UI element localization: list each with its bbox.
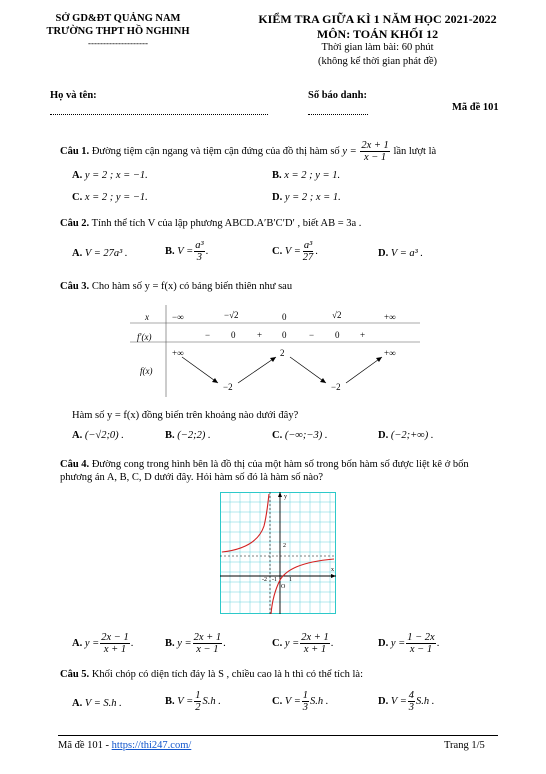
- footer-link[interactable]: https://thi247.com/: [111, 740, 192, 751]
- option-a[interactable]: A. (−√2;0) .: [72, 430, 124, 441]
- fprime-zero: 0: [231, 330, 236, 340]
- id-line: [308, 114, 368, 115]
- exam-code: Mã đề 101: [452, 102, 499, 113]
- function-graph: [220, 492, 336, 614]
- function-lhs: y =: [342, 145, 357, 157]
- option-b[interactable]: B. x = 2 ; y = 1.: [272, 170, 341, 181]
- graph-origin: O: [281, 584, 286, 590]
- option-b[interactable]: B. y = $\frac{2x + 1}{x - 1}$ .: [165, 632, 226, 656]
- graph-tick: 2: [283, 543, 286, 549]
- question-label: Câu 4.: [60, 459, 90, 470]
- fprime-sign: +: [257, 330, 263, 340]
- name-label: Họ và tên:: [50, 90, 97, 101]
- table-x-value: √2: [332, 310, 342, 320]
- f-top-value: +∞: [172, 348, 184, 358]
- fprime-zero: 0: [335, 330, 340, 340]
- question-text-after: lần lượt là: [393, 145, 437, 157]
- question-text: Cho hàm số y = f(x) có bảng biến thiên như sau: [91, 281, 293, 292]
- footer-code: Mã đề 101 -: [58, 740, 112, 751]
- option-d[interactable]: D. (−2;+∞) .: [378, 430, 434, 441]
- option-a[interactable]: A. y = 2 ; x = −1.: [72, 170, 148, 181]
- exam-duration-note: (không kể thời gian phát đề): [318, 56, 437, 67]
- option-d[interactable]: D. y = 2 ; x = 1.: [272, 192, 341, 203]
- option-b[interactable]: B. V = $\frac{1}{2}$ S.h .: [165, 690, 221, 714]
- option-d[interactable]: D. V = $\frac{4}{3}$ S.h .: [378, 690, 435, 714]
- table-x-value: +∞: [384, 312, 396, 322]
- name-line: [50, 114, 268, 115]
- question-label: Câu 5.: [60, 669, 90, 680]
- dept-name: SỞ GD&ĐT QUẢNG NAM: [55, 13, 181, 24]
- graph-tick: -2: [262, 577, 267, 583]
- option-c[interactable]: C. V = $\frac{\text{a³}}{27}$ .: [272, 240, 318, 264]
- question-text: Khối chóp có diện tích đáy là S , chiều cao là h thì có thể tích là:: [91, 669, 363, 680]
- id-label: Số báo danh:: [308, 90, 367, 101]
- option-c[interactable]: C. y = $\frac{2x + 1}{x + 1}$ .: [272, 632, 334, 656]
- graph-y-label: y: [284, 494, 287, 500]
- option-a[interactable]: A. V = S.h .: [72, 698, 122, 709]
- option-b[interactable]: B. (−2;2) .: [165, 430, 211, 441]
- option-c[interactable]: C. (−∞;−3) .: [272, 430, 328, 441]
- question-3-prompt: Hàm số y = f(x) đồng biến trên khoảng nào dưới đây?: [72, 410, 299, 421]
- option-b[interactable]: B. V = $\frac{\text{a³}}{3}$ .: [165, 240, 209, 264]
- page-number: Trang 1/5: [444, 740, 485, 751]
- f-bottom-value: −2: [331, 382, 341, 392]
- option-a[interactable]: A. y = $\frac{2x - 1}{x + 1}$ .: [72, 632, 134, 656]
- question-label: Câu 1.: [60, 145, 90, 157]
- footer-left: [58, 740, 191, 751]
- fprime-zero: 0: [282, 330, 287, 340]
- footer-rule: [58, 735, 498, 736]
- fprime-sign: +: [360, 330, 366, 340]
- question-3: [60, 281, 292, 292]
- graph-tick: 1: [289, 577, 292, 583]
- table-x-label: x: [145, 312, 149, 322]
- table-x-value: −∞: [172, 312, 184, 322]
- exam-subject: MÔN: TOÁN KHỐI 12: [316, 27, 439, 41]
- exam-title: KIỂM TRA GIỮA KÌ 1 NĂM HỌC 2021-2022: [258, 12, 497, 26]
- option-c[interactable]: C. V = $\frac{1}{3}$ S.h .: [272, 690, 329, 714]
- graph-tick: -1: [272, 577, 277, 583]
- f-top-value: +∞: [384, 348, 396, 358]
- f-bottom-value: −2: [223, 382, 233, 392]
- table-fprime-label: f′(x): [137, 332, 152, 342]
- question-text: Đường cong trong hình bên là đồ thị của một hàm số trong bốn hàm số được liệt kê ở bốn phương án A, B, C, D dưới đây. Hỏi hàm số đó là hàm số nào?: [60, 459, 469, 483]
- question-2: [60, 218, 361, 229]
- question-1: [60, 140, 436, 163]
- header-divider: --------------------: [88, 38, 148, 48]
- option-a[interactable]: A. V = 27a³ .: [72, 248, 128, 259]
- option-d[interactable]: D. V = a³ .: [378, 248, 424, 259]
- question-label: Câu 2.: [60, 218, 90, 229]
- fprime-sign: −: [309, 330, 315, 340]
- school-name: TRƯỜNG THPT HỒ NGHINH: [46, 26, 190, 37]
- option-d[interactable]: D. y = $\frac{1 - 2x}{x - 1}$ .: [378, 632, 440, 656]
- f-top-value: 2: [280, 348, 285, 358]
- fprime-sign: −: [205, 330, 211, 340]
- exam-duration: Thời gian làm bài: 60 phút: [321, 42, 434, 53]
- graph-x-label: x: [331, 567, 334, 573]
- question-text: Đường tiệm cận ngang và tiệm cận đứng của đồ thị hàm số: [91, 145, 340, 157]
- question-5: [60, 669, 363, 680]
- function-denominator: x − 1: [363, 152, 387, 164]
- table-x-value: −√2: [224, 310, 239, 320]
- question-4: [60, 458, 500, 484]
- table-x-value: 0: [282, 312, 287, 322]
- table-f-label: f(x): [140, 366, 153, 376]
- question-text: Tính thể tích V của lập phương ABCD.A′B′C′D′ , biết AB = 3a .: [91, 218, 362, 229]
- function-numerator: 2x + 1: [361, 140, 389, 151]
- option-c[interactable]: C. x = 2 ; y = −1.: [72, 192, 148, 203]
- question-label: Câu 3.: [60, 281, 90, 292]
